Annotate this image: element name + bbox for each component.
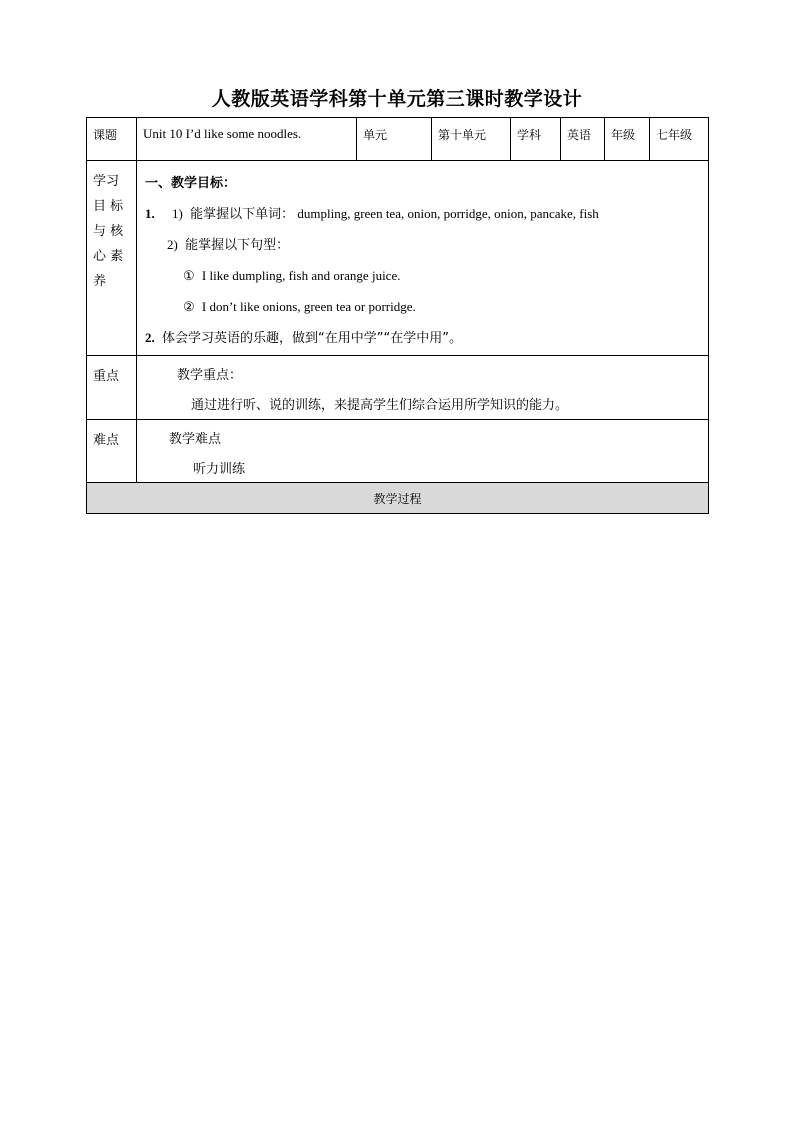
- objective-item-1: [145, 200, 700, 231]
- difficulties-label-cell: [87, 420, 137, 483]
- patterns-intro: 能掌握以下句型：: [185, 238, 290, 253]
- difficulties-row: [87, 420, 709, 483]
- key-points-label: 重点: [93, 369, 120, 384]
- sentence-pattern-2: [145, 293, 700, 324]
- grade-label: 年级: [611, 128, 636, 142]
- subject-value: 英语: [567, 128, 592, 142]
- key-points-heading: 教学重点：: [177, 368, 243, 383]
- sentence-text: I don’t like onions, green tea or porridge.: [201, 299, 416, 314]
- difficulties-label: 难点: [93, 433, 120, 448]
- lesson-value: Unit 10 I’d like some noodles.: [143, 126, 302, 141]
- key-points-label-cell: [87, 356, 137, 420]
- header-row: [87, 118, 709, 161]
- unit-value: 第十单元: [438, 128, 487, 142]
- sentence-pattern-1: [145, 262, 700, 293]
- objectives-label-line: 目 标: [93, 199, 124, 214]
- item-number: 2.: [145, 330, 155, 345]
- objectives-label: [87, 161, 136, 294]
- objectives-label-cell: [87, 161, 137, 356]
- key-points-content-cell: [137, 356, 709, 420]
- grade-value: 七年级: [656, 128, 693, 142]
- objectives-content-cell: [137, 161, 709, 356]
- unit-label: 单元: [363, 128, 388, 142]
- lesson-value-cell: [137, 118, 357, 161]
- sentence-text: I like dumpling, fish and orange juice.: [201, 268, 401, 283]
- difficulties-content-cell: [137, 420, 709, 483]
- process-header: 教学过程: [87, 483, 709, 514]
- unit-label-cell: [357, 118, 432, 161]
- lesson-label: 课题: [93, 128, 118, 142]
- sub-number: 2): [167, 237, 178, 252]
- difficulties-heading: 教学难点: [169, 432, 222, 447]
- objective-text: 体会学习英语的乐趣，做到“在用中学”“在学中用”。: [162, 331, 462, 346]
- key-points-row: [87, 356, 709, 420]
- subject-label-cell: [511, 118, 561, 161]
- subject-label: 学科: [517, 128, 542, 142]
- lesson-plan-table: [86, 117, 709, 514]
- vocabulary-list: dumpling, green tea, onion, porridge, onion, pancake, fish: [297, 206, 599, 221]
- sub-number: 1): [172, 206, 183, 221]
- objective-item-3: [145, 324, 700, 355]
- subject-value-cell: [561, 118, 605, 161]
- words-intro: 能掌握以下单词：: [190, 207, 295, 222]
- circled-number: ②: [183, 299, 195, 314]
- item-number: 1.: [145, 206, 155, 221]
- lesson-label-cell: [87, 118, 137, 161]
- objectives-label-line: 学习: [93, 174, 120, 189]
- objectives-row: [87, 161, 709, 356]
- objective-item-2: [145, 231, 700, 262]
- process-row: [87, 483, 709, 514]
- grade-label-cell: [605, 118, 650, 161]
- objectives-label-line: 养: [93, 274, 107, 289]
- difficulties-text: 听力训练: [193, 462, 246, 477]
- document-title: 人教版英语学科第十单元第三课时教学设计: [211, 88, 583, 110]
- objectives-heading: 一、教学目标：: [145, 175, 237, 190]
- grade-value-cell: [650, 118, 709, 161]
- circled-number: ①: [183, 268, 195, 283]
- unit-value-cell: [432, 118, 511, 161]
- objectives-label-line: 与 核: [93, 224, 124, 239]
- objectives-label-line: 心 素: [93, 249, 124, 264]
- key-points-text: 通过进行听、说的训练，来提高学生们综合运用所学知识的能力。: [191, 398, 569, 413]
